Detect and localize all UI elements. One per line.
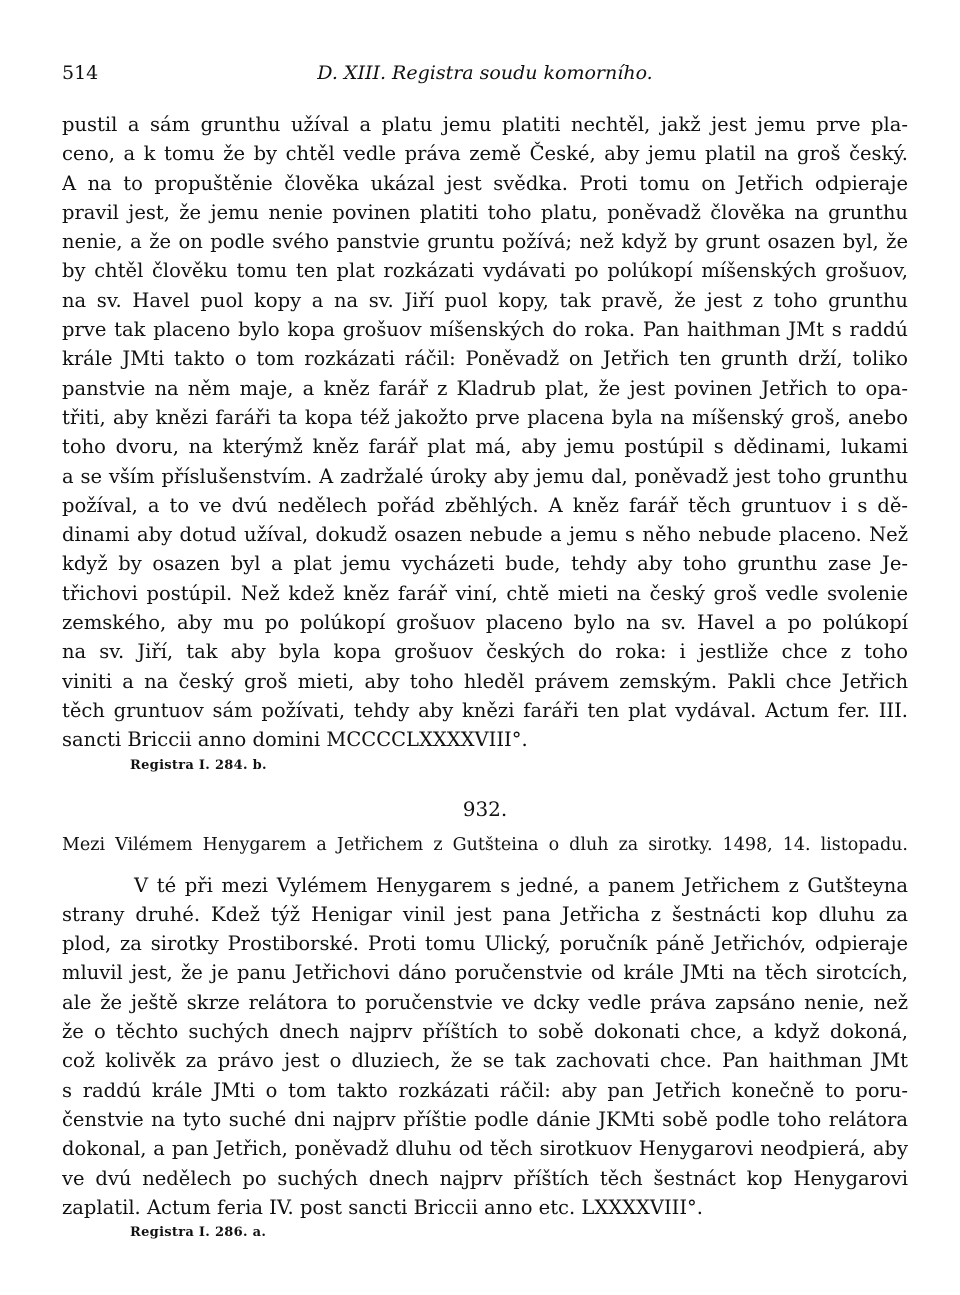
document-number: 932. bbox=[462, 796, 508, 821]
text-line: těch gruntuov sám požívati, tehdy aby knězi faráři ten plat vydával. Actum fer. III. bbox=[62, 698, 908, 722]
text-line: ale že ještě skrze relátora to poručenstvie ve dcky vedle práva zapsáno nenie, než bbox=[62, 990, 908, 1014]
text-line: zemského, aby mu po polúkopí grošuov placeno bylo na sv. Havel a po polúkopí bbox=[62, 611, 908, 635]
text-line: mluvil jest, že je panu Jetřichovi dáno poručenstvie od krále JMti na těch sirotcích, bbox=[62, 961, 908, 985]
text-line: pravil jest, že jemu nenie povinen platiti toho platu, poněvadž člověka na grunthu bbox=[62, 200, 908, 224]
text-line: toho dvoru, na kterýmž kněz farář plat má, aby jemu postúpil s dědinami, lukami bbox=[62, 435, 908, 459]
text-line: čenstvie na tyto suché dni najprv příštie podle dánie JKMti sobě podle toho relátora bbox=[62, 1107, 908, 1131]
text-line: že o těchto suchých dnech najprv příštích to sobě dokonati chce, a když dokoná, bbox=[62, 1020, 908, 1044]
running-title: D. XIII. Registra soudu komorního. bbox=[317, 62, 653, 84]
text-line: prve tak placeno bylo kopa grošuov míšenských do roka. Pan haithman JMt s raddú bbox=[62, 318, 908, 342]
page-header bbox=[62, 56, 908, 90]
text-line: nenie, a že on podle svého panstvie gruntu požívá; než když by grunt osazen byl, že bbox=[62, 230, 908, 254]
document-932-text bbox=[62, 871, 908, 1245]
document-page bbox=[62, 56, 908, 1244]
text-line: když by osazen byl a plat jemu vycházeti bude, tehdy aby toho grunthu zase Je- bbox=[62, 552, 908, 576]
text-line: panstvie na něm maje, a kněz farář z Kladrub plat, že jest povinen Jetřich to opa- bbox=[62, 376, 908, 400]
page-number: 514 bbox=[62, 62, 99, 84]
text-line: dinami aby dotud užíval, dokudž osazen nebude a jemu s něho nebude placeno. Než bbox=[62, 523, 908, 547]
text-line: zaplatil. Actum feria IV. post sancti Briccii anno etc. LXXXXVIII°. bbox=[62, 1195, 703, 1219]
text-line: s raddú krále JMti o tom takto rozkázati ráčil: aby pan Jetřich konečně to poru- bbox=[62, 1078, 908, 1102]
text-line: ve dvú nedělech po suchých dnech najprv příštích těch šestnáct kop Henygarovi bbox=[62, 1166, 908, 1190]
text-line: strany druhé. Kdež týž Henigar vinil jest pana Jetřicha z šestnácti kop dluhu za bbox=[62, 902, 908, 926]
text-line: krále JMti takto o tom rozkázati ráčil: Poněvadž on Jetřich ten grunth drží, toliko bbox=[62, 347, 908, 371]
text-line: sancti Briccii anno domini MCCCCLXXXXVIII°. bbox=[62, 728, 528, 752]
text-line: by chtěl člověku tomu ten plat rozkázati vydávati po polúkopí míšenských grošuov, bbox=[62, 259, 908, 283]
text-line: ceno, a k tomu že by chtěl vedle práva země České, aby jemu platil na groš český. bbox=[62, 142, 908, 166]
text-line: pustil a sám grunthu užíval a platu jemu platiti nechtěl, jakž jest jemu prve pla- bbox=[62, 113, 908, 136]
document-regest: Mezi Vilémem Henygarem a Jetřichem z Gutšteina o dluh za sirotky. 1498, 14. listopadu. bbox=[62, 834, 908, 855]
source-reference: Registra I. 284. b. bbox=[130, 757, 267, 773]
document-931-text bbox=[62, 110, 908, 777]
text-line: dokonal, a pan Jetřich, poněvadž dluhu od těch sirotkuov Henygarovi neodpierá, aby bbox=[62, 1137, 908, 1161]
text-line: plod, za sirotky Prostiborské. Proti tomu Ulický, poručník páně Jetřichóv, odpieraje bbox=[62, 932, 908, 956]
text-line: požíval, a to ve dvú nedělech pořád zběhlých. A kněz farář těch gruntuov i s dě- bbox=[62, 493, 908, 517]
text-line: třiti, aby knězi faráři ta kopa též jakožto prve placena byla na míšenský groš, anebo bbox=[62, 405, 908, 429]
text-line: V té při mezi Vylémem Henygarem s jedné, a panem Jetřichem z Gutšteyna bbox=[134, 873, 908, 897]
text-line: třichovi postúpil. Než kdež kněz farář viní, chtě mieti na český groš vedle svolenie bbox=[62, 581, 908, 605]
text-line: což kolivěk za právo jest o dluziech, že se tak zachovati chce. Pan haithman JMt bbox=[62, 1049, 908, 1073]
text-line: viniti a na český groš mieti, aby toho hleděl právem zemským. Pakli chce Jetřich bbox=[62, 669, 908, 693]
text-line: a se vším příslušenstvím. A zadržalé úroky aby jemu dal, poněvadž jest toho grunthu bbox=[62, 464, 908, 488]
text-line: na sv. Havel puol kopy a na sv. Jiří puol kopy, tak pravě, že jest z toho grunthu bbox=[62, 288, 908, 312]
text-line: A na to propuštěnie člověka ukázal jest svědka. Proti tomu on Jetřich odpieraje bbox=[62, 171, 908, 195]
source-reference: Registra I. 286. a. bbox=[130, 1225, 267, 1241]
text-line: na sv. Jiří, tak aby byla kopa grošuov českých do roka: i jestliže chce z toho bbox=[62, 640, 908, 664]
